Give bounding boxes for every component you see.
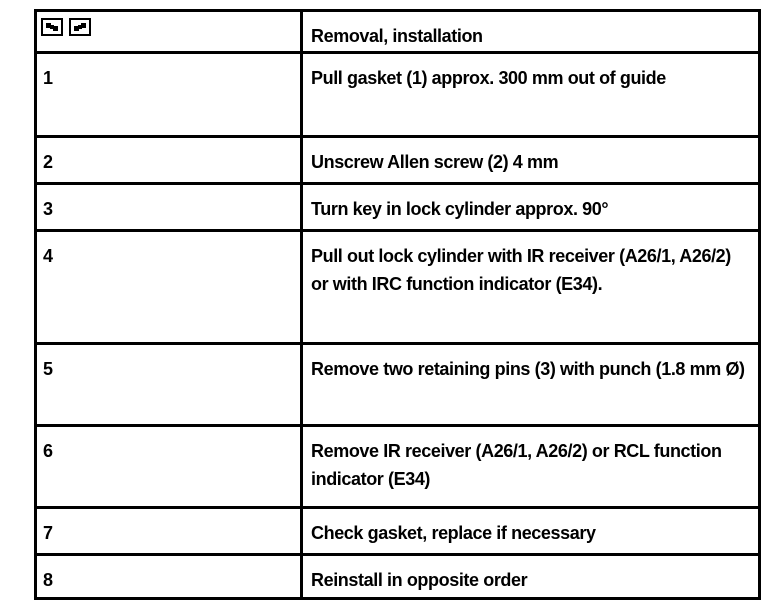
table-header-row <box>36 11 760 53</box>
step-text: Pull gasket (1) approx. 300 mm out of guide <box>311 68 666 88</box>
step-text: Check gasket, replace if necessary <box>311 523 596 543</box>
table-row <box>36 184 760 231</box>
header-icons-cell <box>36 11 302 53</box>
header-title-cell <box>302 11 760 53</box>
table-row <box>36 344 760 426</box>
table-title: Removal, installation <box>311 26 483 46</box>
step-text: Unscrew Allen screw (2) 4 mm <box>311 152 559 172</box>
step-text: Remove IR receiver (A26/1, A26/2) or RCL function indicator (E34) <box>311 441 722 489</box>
table-row <box>36 426 760 508</box>
step-number: 6 <box>43 441 53 461</box>
step-number: 8 <box>43 570 53 590</box>
procedure-table <box>34 9 761 600</box>
table-row <box>36 137 760 184</box>
step-number: 7 <box>43 523 53 543</box>
step-text: Remove two retaining pins (3) with punch (1.8 mm Ø) <box>311 359 745 379</box>
step-text: Reinstall in opposite order <box>311 570 528 590</box>
table-row <box>36 508 760 555</box>
table-row <box>36 231 760 344</box>
step-number: 2 <box>43 152 53 172</box>
step-number: 4 <box>43 246 53 266</box>
step-number: 1 <box>43 68 53 88</box>
table-row <box>36 555 760 599</box>
step-number: 5 <box>43 359 53 379</box>
step-text: Pull out lock cylinder with IR receiver (A26/1, A26/2) or with IRC function indicator (E34). <box>311 246 731 294</box>
step-text: Turn key in lock cylinder approx. 90° <box>311 199 609 219</box>
install-icon <box>69 18 91 36</box>
step-number: 3 <box>43 199 53 219</box>
remove-icon <box>41 18 63 36</box>
table-row <box>36 53 760 137</box>
